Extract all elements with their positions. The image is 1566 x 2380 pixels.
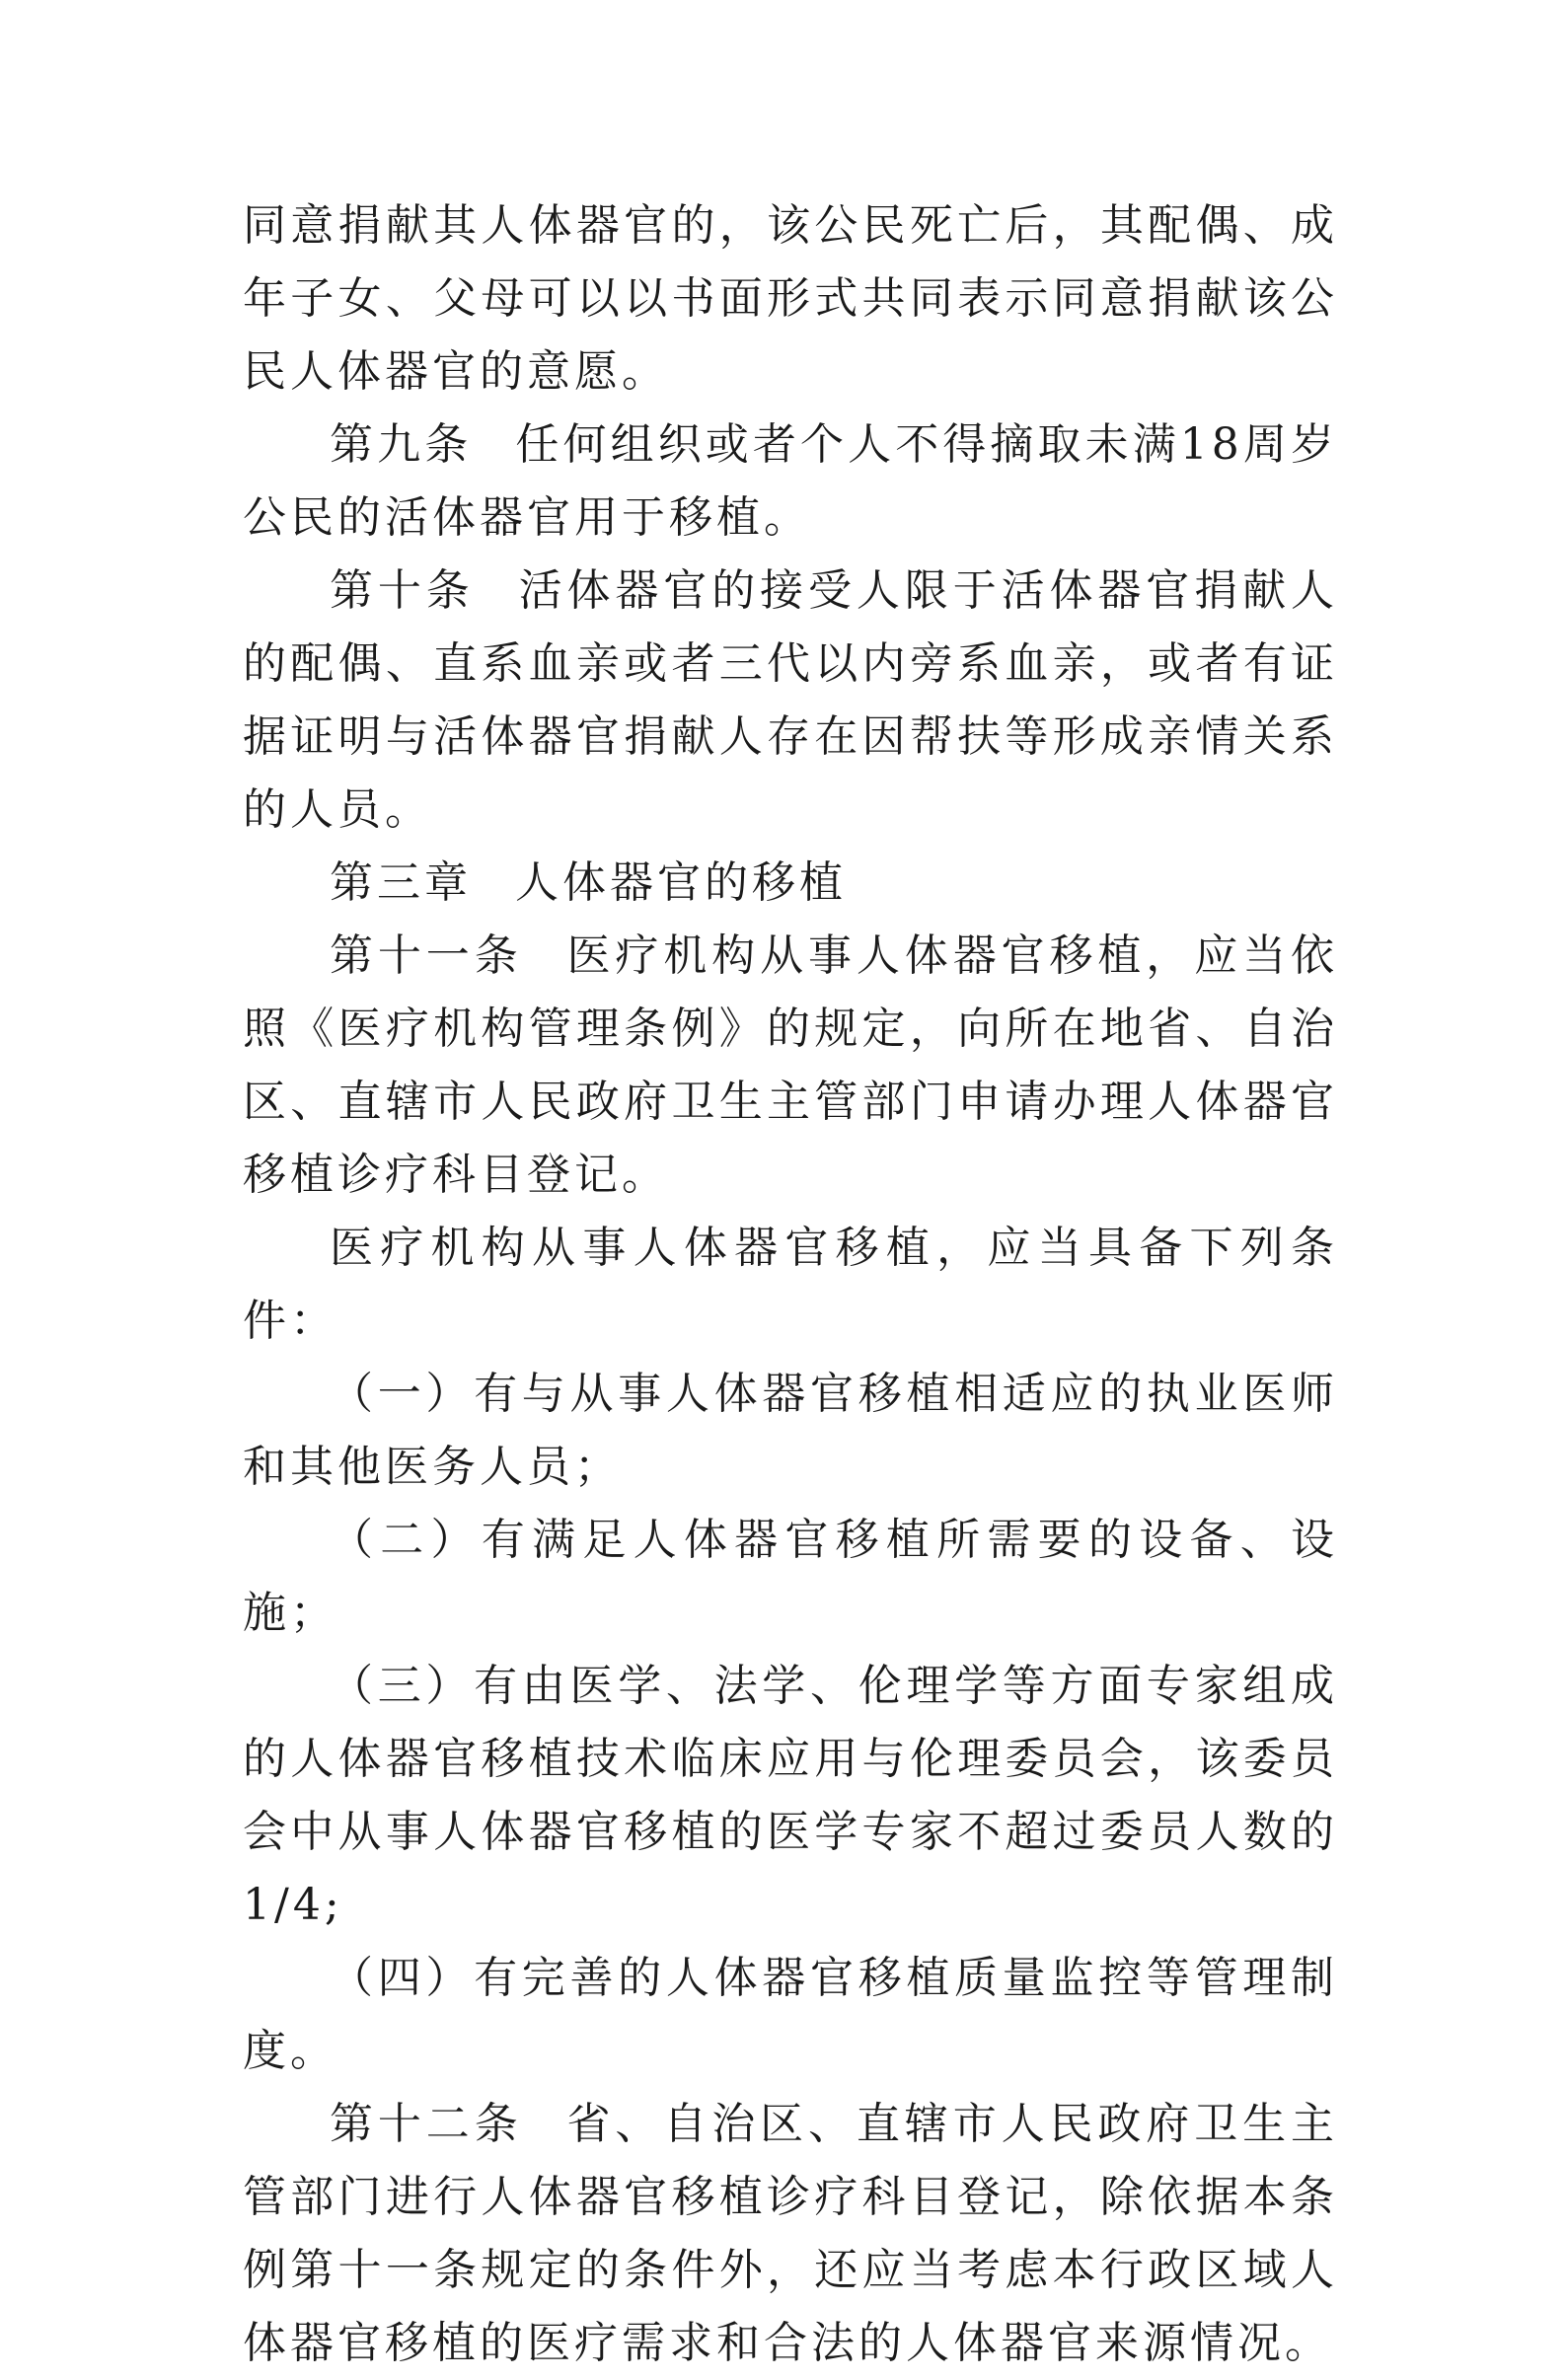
article-10 bbox=[243, 555, 1338, 847]
paragraph-consent-continuation bbox=[243, 189, 1338, 409]
paragraph-text: 同意捐献其人体器官的，该公民死亡后，其配偶、成年子女、父母可以以书面形式共同表示同意捐献该公民人体器官的意愿。 bbox=[243, 200, 1338, 397]
paragraph-text: 医疗机构从事人体器官移植，应当具备下列条件： bbox=[243, 1223, 1338, 1346]
chapter-heading bbox=[243, 847, 1338, 920]
list-item-text: （三）有由医学、法学、伦理学等方面专家组成的人体器官移植技术临床应用与伦理委员会，该委员会中从事人体器官移植的医学专家不超过委员人数的1/4; bbox=[243, 1661, 1338, 1930]
article-12 bbox=[243, 2088, 1338, 2380]
condition-item-3 bbox=[243, 1650, 1338, 1942]
article-number: 第十条 bbox=[330, 565, 475, 616]
condition-item-1 bbox=[243, 1358, 1338, 1504]
article-text: 医疗机构从事人体器官移植，应当依照《医疗机构管理条例》的规定，向所在地省、自治区、直辖市人民政府卫生主管部门申请办理人体器官移植诊疗科目登记。 bbox=[243, 930, 1339, 1200]
article-number: 第十二条 bbox=[330, 2099, 523, 2149]
condition-item-4 bbox=[243, 1942, 1338, 2088]
article-text: 任何组织或者个人不得摘取未满18周岁公民的活体器官用于移植。 bbox=[243, 419, 1338, 543]
article-text: 活体器官的接受人限于活体器官捐献人的配偶、直系血亲或者三代以内旁系血亲，或者有证据证明与活体器官捐献人存在因帮扶等形成亲情关系的人员。 bbox=[243, 565, 1339, 835]
document-body bbox=[243, 189, 1338, 2380]
article-text: 省、自治区、直辖市人民政府卫生主管部门进行人体器官移植诊疗科目登记，除依据本条例第十一条规定的条件外，还应当考虑本行政区域人体器官移植的医疗需求和合法的人体器官来源情况。 bbox=[243, 2099, 1339, 2368]
chapter-number: 第三章 bbox=[330, 857, 472, 908]
condition-item-2 bbox=[243, 1504, 1338, 1650]
list-item-text: （二）有满足人体器官移植所需要的设备、设施； bbox=[243, 1515, 1338, 1638]
article-number: 第九条 bbox=[330, 419, 473, 470]
article-9 bbox=[243, 409, 1338, 555]
list-item-text: （四）有完善的人体器官移植质量监控等管理制度。 bbox=[243, 1953, 1338, 2076]
list-item-text: （一）有与从事人体器官移植相适应的执业医师和其他医务人员； bbox=[243, 1369, 1338, 1492]
chapter-title: 人体器官的移植 bbox=[515, 857, 847, 908]
article-number: 第十一条 bbox=[330, 930, 523, 981]
conditions-intro bbox=[243, 1212, 1338, 1358]
article-11 bbox=[243, 920, 1338, 1212]
